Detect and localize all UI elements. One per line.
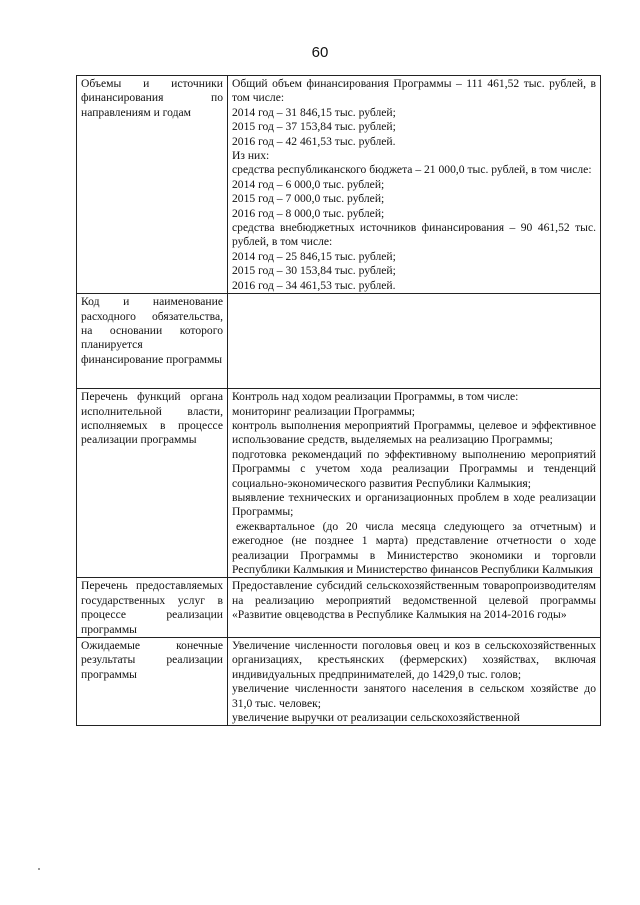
content-line: 2016 год – 8 000,0 тыс. рублей;: [232, 206, 385, 220]
content-line: Увеличение численности поголовья овец и коз в сельскохозяйственных организациях, крестьянских (фермерских) хозяйствах, включая индивидуальных предпринимателей, до 1429,0 тыс. голов;: [232, 639, 596, 681]
row-label: Код и наименование расходного обязательства, на основании которого планируется финансирование программы: [81, 295, 223, 366]
row-label-cell: [77, 638, 228, 726]
table-row: [77, 76, 601, 294]
table-row: [77, 638, 601, 726]
row-label: Объемы и источники финансирования по направлениям и годам: [81, 77, 223, 119]
row-label-cell: [77, 294, 228, 389]
content-line: подготовка рекомендаций по эффективному выполнению мероприятий Программы с учетом хода реализации Программы и тенденций социально-экономического развития Республики Калмыкия;: [232, 447, 596, 490]
row-content-cell: [228, 638, 601, 726]
table-row: [77, 294, 601, 389]
row-content-cell: [228, 76, 601, 294]
content-line: увеличение выручки от реализации сельскохозяйственной: [232, 711, 520, 725]
page-number: 60: [311, 44, 329, 61]
content-line: Контроль над ходом реализации Программы, в том числе:: [232, 390, 519, 404]
row-label-cell: [77, 76, 228, 294]
table-row: [77, 578, 601, 638]
content-line: средства республиканского бюджета – 21 000,0 тыс. рублей, в том числе:: [232, 163, 592, 177]
row-label-cell: [77, 389, 228, 578]
content-line: 2015 год – 37 153,84 тыс. рублей;: [232, 120, 396, 134]
content-line: 2014 год – 25 846,15 тыс. рублей;: [232, 249, 396, 263]
content-line: 2014 год – 6 000,0 тыс. рублей;: [232, 177, 385, 191]
content-line: Общий объем финансирования Программы – 111 461,52 тыс. рублей, в том числе:: [232, 77, 596, 105]
content-line: 2016 год – 42 461,53 тыс. рублей.: [232, 134, 396, 148]
row-label: Перечень функций органа исполнительной власти, исполняемых в процессе реализации программы: [81, 390, 223, 447]
content-line: контроль выполнения мероприятий Программы, целевое и эффективное использование средств, выделяемых на реализацию Программы;: [232, 418, 596, 447]
content-line: 2014 год – 31 846,15 тыс. рублей;: [232, 105, 396, 119]
content-line: увеличение численности занятого населения в сельском хозяйстве до 31,0 тыс. человек;: [232, 682, 596, 710]
content-line: Из них:: [232, 149, 270, 163]
row-content-cell: [228, 578, 601, 638]
content-line: мониторинг реализации Программы;: [232, 404, 416, 418]
row-label-cell: [77, 578, 228, 638]
scan-speck: [38, 868, 40, 870]
program-passport-table: [76, 75, 601, 726]
row-label: Перечень предоставляемых государственных услуг в процессе реализации программы: [81, 579, 223, 636]
row-content-cell: [228, 389, 601, 578]
row-content-cell: [228, 294, 601, 389]
table-row: [77, 389, 601, 578]
content-line: 2016 год – 34 461,53 тыс. рублей.: [232, 278, 396, 292]
content-line: выявление технических и организационных проблем в ходе реализации Программы;: [232, 490, 596, 519]
content-line: 2015 год – 7 000,0 тыс. рублей;: [232, 192, 385, 206]
row-label: Ожидаемые конечные результаты реализации программы: [81, 639, 223, 681]
content-line: ежеквартальное (до 20 числа месяца следующего за отчетным) и ежегодное (не позднее 1 марта) представление отчетности о ходе реализации Программы в Министерство экономики и торговли Республики Калмыкия и Министерство финансов Республики Калмыкия: [232, 519, 596, 576]
content-line: средства внебюджетных источников финансирования – 90 461,52 тыс. рублей, в том числе:: [232, 221, 596, 249]
content-line: Предоставление субсидий сельскохозяйственным товаропроизводителям на реализацию мероприятий ведомственной целевой программы «Развитие овцеводства в Республике Калмыкия на 2014-2016 годы»: [232, 579, 596, 622]
content-line: 2015 год – 30 153,84 тыс. рублей;: [232, 264, 396, 278]
